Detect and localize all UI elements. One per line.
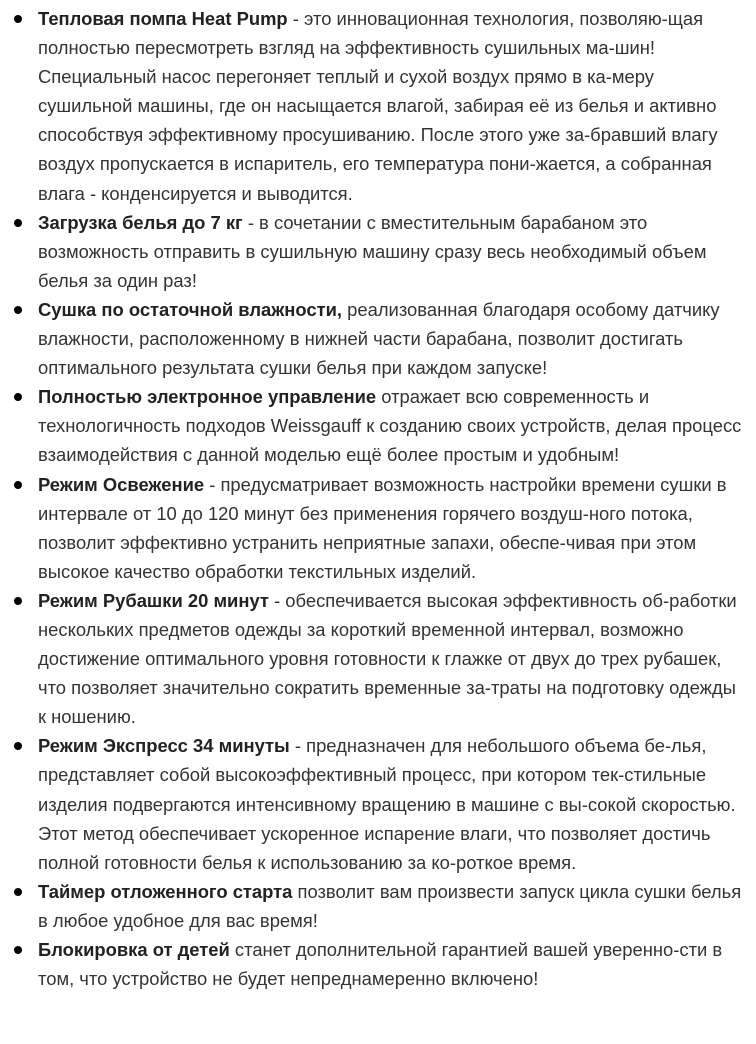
feature-title: Режим Экспресс 34 минуты [38, 735, 290, 757]
feature-item-electronic-control [38, 382, 748, 469]
feature-description: - обеспечивается высокая эффективность об-работки нескольких предметов одежды за короткий временной интервал, возможно достижение оптимального уровня готовности к глажке от двух до трех рубашек, что позволяет значительно сократить временные за-траты на подготовку одежды к ношению. [38, 589, 737, 728]
feature-title: Режим Рубашки 20 минут [38, 589, 269, 611]
feature-description: - это инновационная технология, позволяю-щая полностью пересмотреть взгляд на эффективность сушильных ма-шин! Специальный насос перегоняет теплый и сухой воздух прямо в ка-меру сушильной машины, где он насыщается влагой, забирая её из белья и активно способствуя эффективному просушиванию. После этого уже за-бравший влагу воздух пропускается в испаритель, его температура пони-жается, а собранная влага - конденсируется и выводится. [38, 8, 718, 204]
feature-item-refresh-mode [38, 470, 748, 586]
feature-item-humidity-drying [38, 295, 748, 382]
feature-description: позволит вам произвести запуск цикла сушки белья в любое удобное для вас время! [38, 880, 742, 931]
feature-title: Сушка по остаточной влажности, [38, 298, 343, 320]
feature-title: Загрузка белья до 7 кг [38, 211, 243, 233]
feature-item-shirts-mode [38, 586, 748, 731]
feature-title: Таймер отложенного старта [38, 880, 293, 902]
feature-title: Тепловая помпа Heat Pump [38, 8, 288, 29]
feature-description: - в сочетании с вместительным барабаном это возможность отправить в сушильную машину сразу весь необходимый объем белья за один раз! [38, 211, 707, 291]
feature-title: Блокировка от детей [38, 939, 230, 960]
feature-title: Режим Освежение [38, 473, 205, 495]
feature-description: отражает всю современность и технологичность подходов Weissgauff к созданию своих устройств, делая процесс взаимодействия с данной моделью ещё более простым и удобным! [38, 386, 742, 466]
feature-description: - предназначен для небольшого объема бе-лья, представляет собой высокоэффективный процесс, при котором тек-стильные изделия подвергаются интенсивному вращению в машине с вы-сокой скоростью. Этот метод обеспечивает ускоренное испарение влаги, что позволяет достичь полной готовности белья к использованию за ко-роткое время. [38, 735, 736, 873]
feature-title: Полностью электронное управление [38, 386, 377, 408]
feature-item-express-mode [38, 731, 748, 876]
feature-item-delay-timer [38, 877, 748, 935]
feature-item-heat-pump [38, 4, 748, 208]
feature-description: станет дополнительной гарантией вашей уверенно-сти в том, что устройство не будет непреднамеренно включено! [38, 939, 723, 990]
feature-description: реализованная благодаря особому датчику влажности, расположенному в нижней части барабана, позволит достигать оптимального результата сушки белья при каждом запуске! [38, 298, 720, 379]
feature-description: - предусматривает возможность настройки времени сушки в интервале от 10 до 120 минут без применения горячего воздуш-ного потока, позволит эффективно устранить неприятные запахи, обеспе-чивая при этом высокое качество обработки текстильных изделий. [38, 473, 727, 582]
feature-item-child-lock [38, 935, 748, 993]
feature-item-load-capacity [38, 208, 748, 295]
